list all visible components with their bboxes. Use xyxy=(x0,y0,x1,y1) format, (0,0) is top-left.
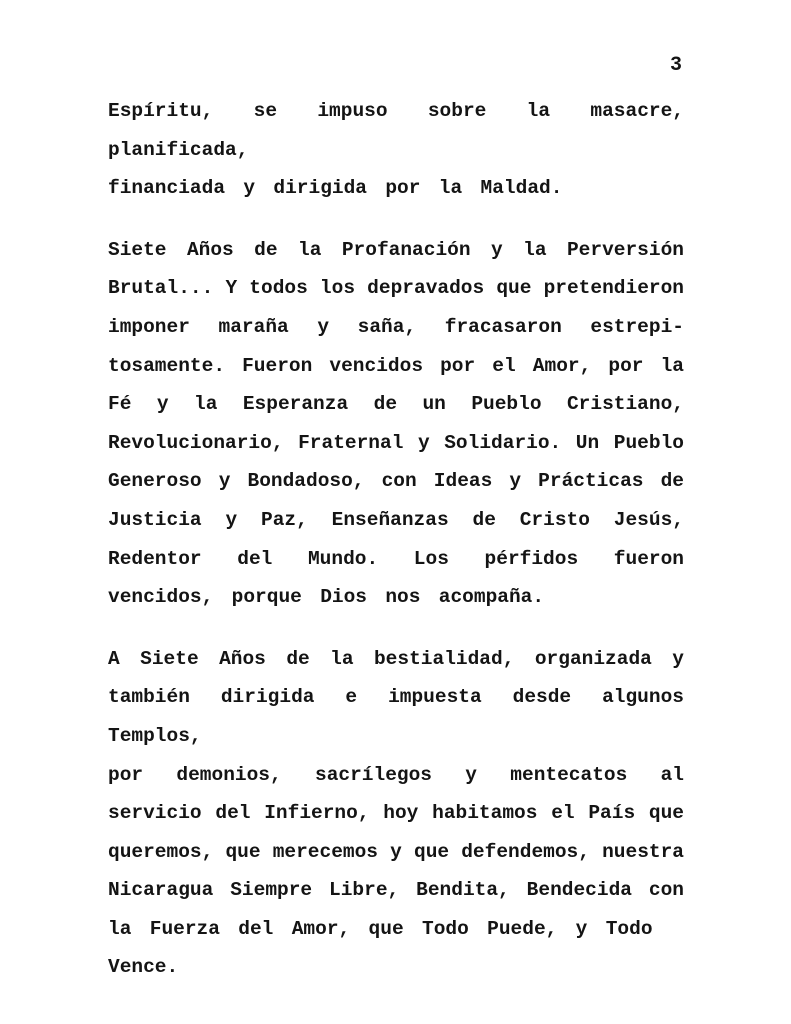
text-line: financiada y dirigida por la Maldad. xyxy=(108,177,563,200)
paragraph xyxy=(108,640,684,987)
text-line: Redentor del Mundo. Los pérfidos fueron xyxy=(108,547,684,570)
text-line: Revolucionario, Fraternal y Solidario. Un Pueblo xyxy=(108,431,684,454)
text-line: Justicia y Paz, Enseñanzas de Cristo Jesús, xyxy=(108,508,684,531)
text-line: Nicaragua Siempre Libre, Bendita, Bendecida con xyxy=(108,879,684,902)
document-body xyxy=(108,92,684,987)
text-line: Fé y la Esperanza de un Pueblo Cristiano, xyxy=(108,393,684,416)
text-line: vencidos, porque Dios nos acompaña. xyxy=(108,586,545,609)
text-line: Siete Años de la Profanación y la Perversión xyxy=(108,238,684,261)
text-line: imponer maraña y saña, fracasaron estrepi- xyxy=(108,315,684,338)
text-line: también dirigida e impuesta desde algunos Templos, xyxy=(108,686,684,747)
paragraph xyxy=(108,231,684,617)
text-line: A Siete Años de la bestialidad, organizada y xyxy=(108,647,684,670)
paragraph xyxy=(108,92,684,208)
text-line: Brutal... Y todos los depravados que pretendieron xyxy=(108,277,684,300)
text-line: por demonios, sacrílegos y mentecatos al xyxy=(108,763,684,786)
text-line: tosamente. Fueron vencidos por el Amor, por la xyxy=(108,354,684,377)
text-line: Generoso y Bondadoso, con Ideas y Prácticas de xyxy=(108,470,684,493)
text-line: la Fuerza del Amor, que Todo Puede, y Todo Vence. xyxy=(108,917,653,979)
page-number: 3 xyxy=(669,54,682,77)
text-line: queremos, que merecemos y que defendemos, nuestra xyxy=(108,840,684,863)
text-line: Espíritu, se impuso sobre la masacre, planificada, xyxy=(108,100,684,161)
text-line: servicio del Infierno, hoy habitamos el País que xyxy=(108,802,684,825)
